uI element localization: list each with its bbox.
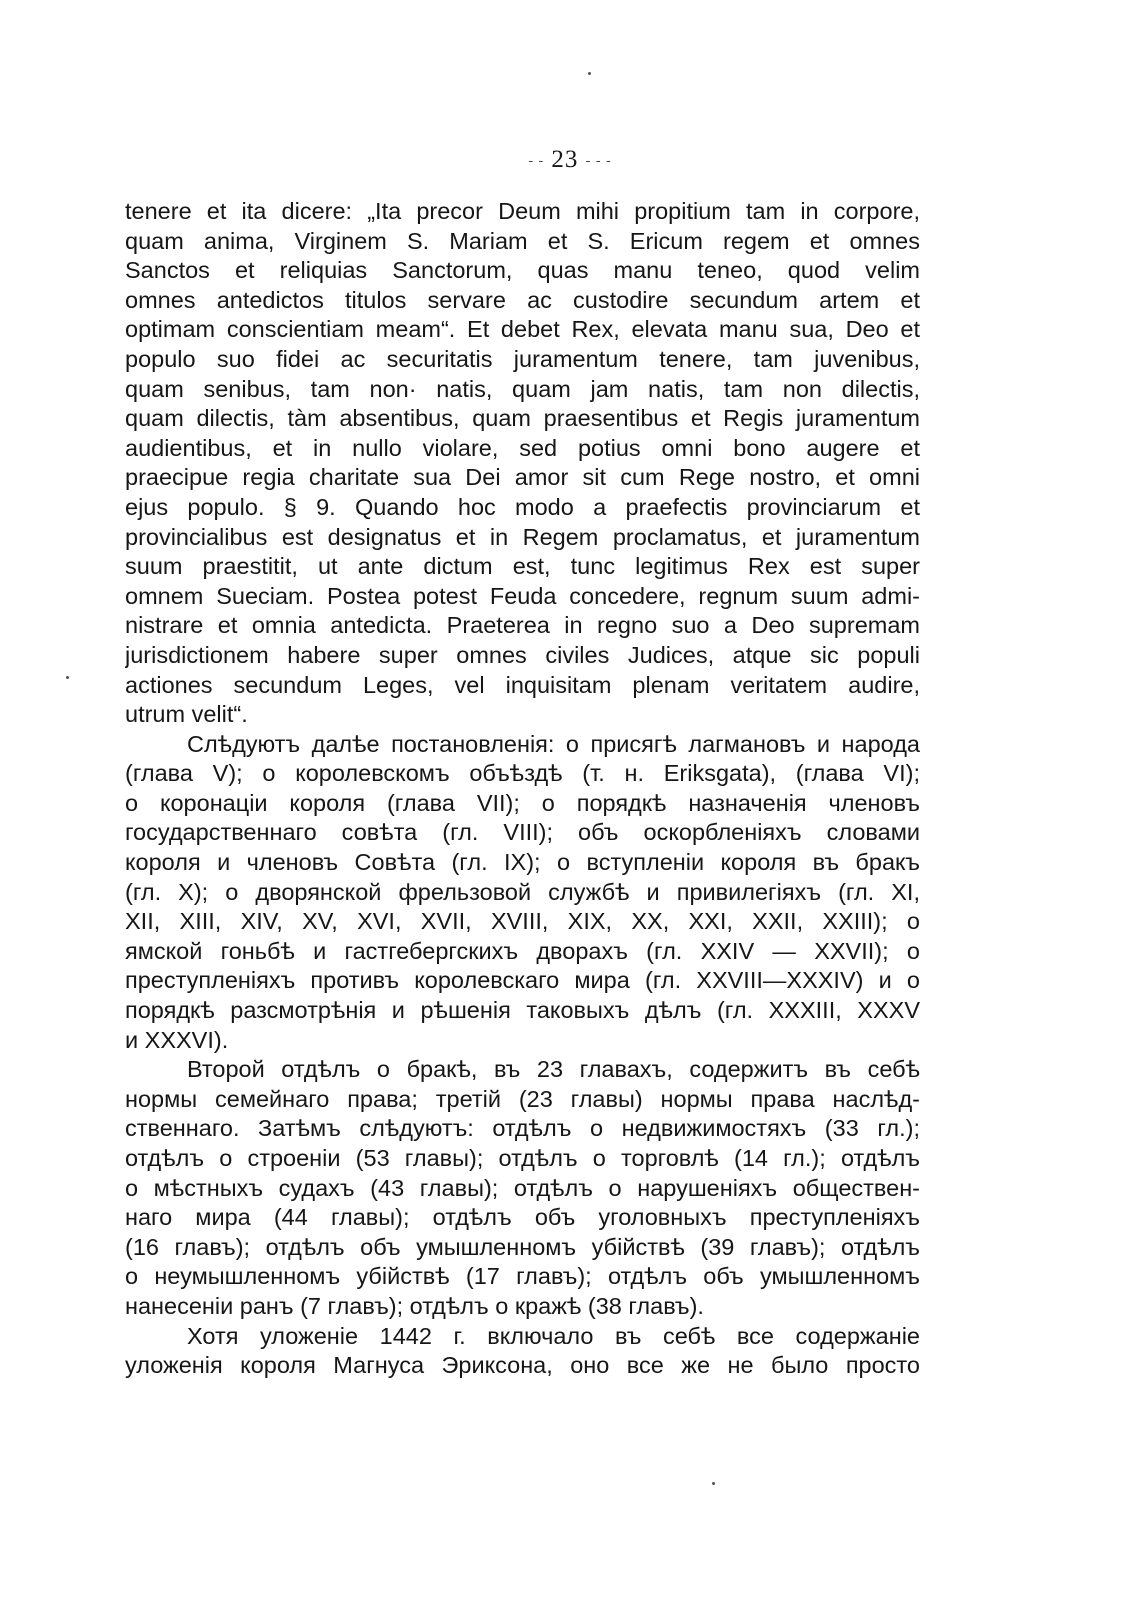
text-line: (гл. X); о дворянской фрельзовой службѣ и привилегіяхъ (гл. XI, — [125, 878, 920, 905]
text-line: ямской гоньбѣ и гастгебергскихъ дворахъ (гл. XXIV — XXVII); о — [125, 937, 920, 964]
text-line: (глава V); о королевскомъ объѣздѣ (т. н. Eriksgata), (глава VI); — [125, 760, 920, 787]
text-line: omnes antedictos titulos servare ac custodire secundum artem et — [125, 286, 920, 313]
text-line: utrum velit“. — [125, 701, 248, 728]
page-number-left-dash: - - — [528, 153, 545, 169]
text-line: короля и членовъ Совѣта (гл. IX); о вступленіи короля въ бракъ — [125, 849, 920, 876]
text-line: suum praestitit, ut ante dictum est, tunc legitimus Rex est super — [125, 553, 920, 580]
text-line: наго мира (44 главы); отдѣлъ объ уголовныхъ преступленіяхъ — [125, 1204, 920, 1231]
text-line: уложенія короля Магнуса Эриксона, оно все же не было просто — [125, 1352, 920, 1379]
text-line: о коронаціи короля (глава VII); о порядкѣ назначенія членовъ — [125, 789, 920, 816]
text-line: ственнаго. Затѣмъ слѣдуютъ: отдѣлъ о недвижимостяхъ (33 гл.); — [125, 1115, 920, 1142]
text-line: audientibus, et in nullo violare, sed potius omni bono augere et — [125, 434, 920, 461]
text-line: optimam conscientiam meam“. Et debet Rex, elevata manu sua, Deo et — [125, 316, 920, 343]
page-number-value: 23 — [551, 146, 579, 173]
text-line: государственнаго совѣта (гл. VIII); объ оскорбленіяхъ словами — [125, 819, 920, 846]
text-line: отдѣлъ о строеніи (53 главы); отдѣлъ о торговлѣ (14 гл.); отдѣлъ — [125, 1145, 920, 1171]
text-line: Хотя уложеніе 1442 г. включало въ себѣ все содержаніе — [187, 1322, 920, 1349]
paper-speck — [588, 72, 591, 75]
text-line: quam dilectis, tàm absentibus, quam praesentibus et Regis juramentum — [125, 405, 920, 432]
text-line: о неумышленномъ убійствѣ (17 главъ); отдѣлъ объ умышленномъ — [125, 1263, 920, 1290]
text-line: и XXXVI). — [125, 1026, 229, 1053]
paper-speck — [712, 1482, 715, 1485]
page-number-right-dash: - - - — [585, 153, 612, 169]
text-line: jurisdictionem habere super omnes civiles Judices, atque sic populi — [125, 641, 920, 668]
body-text — [125, 197, 920, 1381]
page-number — [0, 146, 1140, 174]
text-line: nistrare et omnia antedicta. Praeterea in regno suo a Deo supremam — [125, 612, 920, 639]
text-line: populo suo fidei ac securitatis juramentum tenere, tam juvenibus, — [125, 345, 920, 372]
text-line: о мѣстныхъ судахъ (43 главы); отдѣлъ о нарушеніяхъ обществен- — [125, 1174, 920, 1201]
text-line: порядкѣ разсмотрѣнія и рѣшенія таковыхъ дѣлъ (гл. XXXIII, XXXV — [125, 997, 920, 1024]
text-line: нормы семейнаго права; третій (23 главы) нормы права наслѣд- — [125, 1085, 920, 1112]
text-line: ejus populo. § 9. Quando hoc modo a praefectis provinciarum et — [125, 493, 920, 520]
text-line: Sanctos et reliquias Sanctorum, quas manu teneo, quod velim — [125, 257, 920, 284]
paper-speck — [66, 676, 69, 679]
text-line: (16 главъ); отдѣлъ объ умышленномъ убійствѣ (39 главъ); отдѣлъ — [125, 1233, 920, 1260]
text-line: преступленіяхъ противъ королевскаго мира (гл. XXVIII—XXXIV) и о — [125, 967, 920, 994]
text-line: quam senibus, tam non· natis, quam jam natis, tam non dilectis, — [125, 375, 920, 402]
text-line: XII, XIII, XIV, XV, XVI, XVII, XVIII, XIX, XX, XXI, XXII, XXIII); о — [125, 908, 920, 935]
text-line: actiones secundum Leges, vel inquisitam plenam veritatem audire, — [125, 671, 920, 698]
text-line: provincialibus est designatus et in Regem proclamatus, et juramentum — [125, 523, 920, 550]
text-line: praecipue regia charitate sua Dei amor sit cum Rege nostro, et omni — [125, 464, 920, 491]
text-line: tenere et ita dicere: „Ita precor Deum mihi propitium tam in corpore, — [125, 198, 920, 224]
text-line: omnem Sueciam. Postea potest Feuda concedere, regnum suum admi- — [125, 582, 920, 609]
text-line: Второй отдѣлъ о бракѣ, въ 23 главахъ, содержитъ въ себѣ — [187, 1056, 920, 1083]
text-line: нанесеніи ранъ (7 главъ); отдѣлъ о кражѣ (38 главъ). — [125, 1292, 704, 1319]
text-line: Слѣдуютъ далѣе постановленія: о присягѣ лагмановъ и народа — [187, 730, 920, 757]
text-line: quam anima, Virginem S. Mariam et S. Ericum regem et omnes — [125, 227, 920, 254]
